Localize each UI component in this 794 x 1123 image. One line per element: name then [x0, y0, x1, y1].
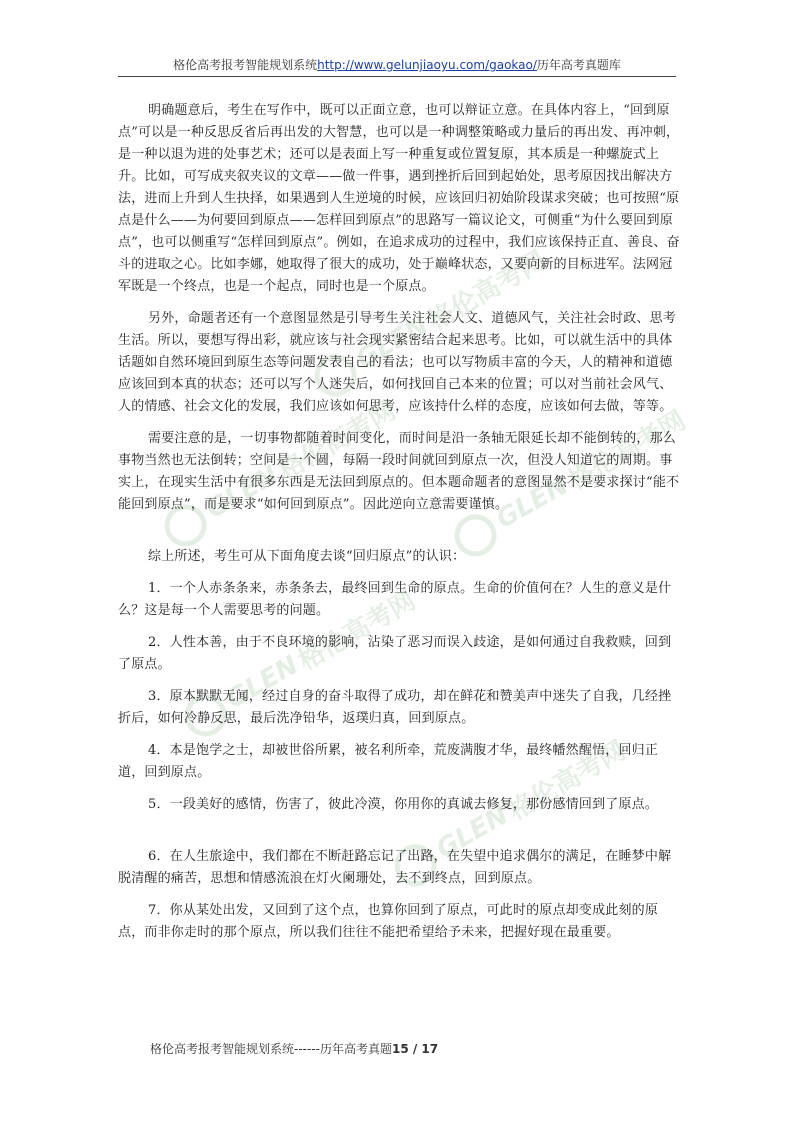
paragraph-caution: 需要注意的是，一切事物都随着时间变化，而时间是沿一条轴无限延长却不能倒转的，那么事物当然也无法倒转；空间是一个圆，每隔一段时间就回到原点一次，但没人知道它的周期。事实上，在现实生活中有很多东西是无法回到原点的。但本题命题者的意图显然不是要求探讨“能不能回到原点”，而是要求“如何回到原点”。因此逆向立意需要谨慎。 [118, 431, 680, 512]
list-item: 3．原本默默无闻，经过自身的奋斗取得了成功，却在鲜花和赞美声中迷失了自我，几经挫折后，如何冷静反思，最后洗净铅华，返璞归真，回到原点。 [118, 689, 672, 726]
watermark: GLEN格伦高考网 [387, 728, 633, 894]
header-prefix: 格伦高考报考智能规划系统 [173, 58, 318, 72]
paragraph-intro: 明确题意后，考生在写作中，既可以正面立意，也可以辩证立意。在具体内容上，“回到原点”可以是一种反思反省后再出发的大智慧，也可以是一种调整策略或力量后的再出发、再冲刺，是一种以退为进的处事艺术；还可以是表面上写一种重复或位置复原，其本质是一种螺旋式上升。比如，可写成夹叙夹议的文章——做一件事，遇到挫折后回到起始处，思考原因找出解决方法，进而上升到人生抉择，如果遇到人生逆境的时候，应该回归初始阶段谋求突破；也可按照“原点是什么——为何要回到原点——怎样回到原点”的思路写一篇议论文，可侧重“为什么要回到原点”，也可以侧重写“怎样回到原点”。例如，在追求成功的过程中，我们应该保持正直、善良、奋斗的进取之心。比如李娜，她取得了很大的成功，处于巅峰状态，又要向新的目标进军。法网冠军既是一个终点，也是一个起点，同时也是一个原点。 [118, 103, 680, 294]
header-suffix: 历年高考真题库 [536, 58, 621, 72]
document-body [118, 100, 680, 944]
list-item: 1．一个人赤条条来，赤条条去，最终回到生命的原点。生命的价值何在？人生的意义是什么？这是每一个人需要思考的问题。 [118, 581, 672, 618]
page-footer [150, 1040, 438, 1057]
list-item: 2．人性本善，由于不良环境的影响，沾染了恶习而误入歧途，是如何通过自我救赎，回到了原点。 [118, 635, 672, 672]
paragraph-summary: 综上所述，考生可从下面角度去谈“回归原点”的认识： [148, 549, 466, 564]
watermark: GLEN格伦高考网 [177, 578, 423, 744]
list-item: 6．在人生旅途中，我们都在不断赶路忘记了出路，在失望中追求偶尔的满足，在睡梦中解脱清醒的痛苦，思想和情感流浪在灯火阑珊处，去不到终点，回到原点。 [118, 849, 672, 886]
watermark: GLEN格伦高考网 [157, 388, 403, 554]
page-number: 15 / 17 [391, 1042, 439, 1056]
watermark: GLEN格伦高考网 [307, 238, 553, 404]
page-header [118, 56, 676, 73]
header-divider [118, 76, 676, 77]
list-item: 5．一段美好的感情，伤害了，彼此冷漠，你用你的真诚去修复，那份感情回到了原点。 [148, 797, 659, 812]
header-link[interactable]: http://www.gelunjiaoyu.com/gaokao/ [317, 58, 537, 72]
list-item: 7．你从某处出发，又回到了这个点，也算你回到了原点，可此时的原点却变成此刻的原点，而非你走时的那个原点，所以我们往往不能把希望给予未来，把握好现在最重要。 [118, 903, 659, 940]
list-item: 4．本是饱学之士，却被世俗所累，被名利所牵，荒废满腹才华，最终幡然醒悟，回归正道，回到原点。 [118, 743, 659, 780]
watermark: GLEN格伦高考网 [447, 398, 693, 564]
footer-text: 格伦高考报考智能规划系统------历年高考真题 [150, 1042, 392, 1056]
paragraph-intention: 另外，命题者还有一个意图显然是引导考生关注社会人文、道德风气，关注社会时政、思考生活。所以，要想写得出彩，就应该与社会现实紧密结合起来思考。比如，可以就生活中的具体话题如自然环境回到原生态等问题发表自己的看法；也可以写物质丰富的今天，人的精神和道德应该回到本真的状态；还可以写个人迷失后，如何找回自己本来的位置；可以对当前社会风气、人的情感、社会文化的发展，我们应该如何思考，应该持什么样的态度，应该如何去做，等等。 [118, 311, 677, 414]
